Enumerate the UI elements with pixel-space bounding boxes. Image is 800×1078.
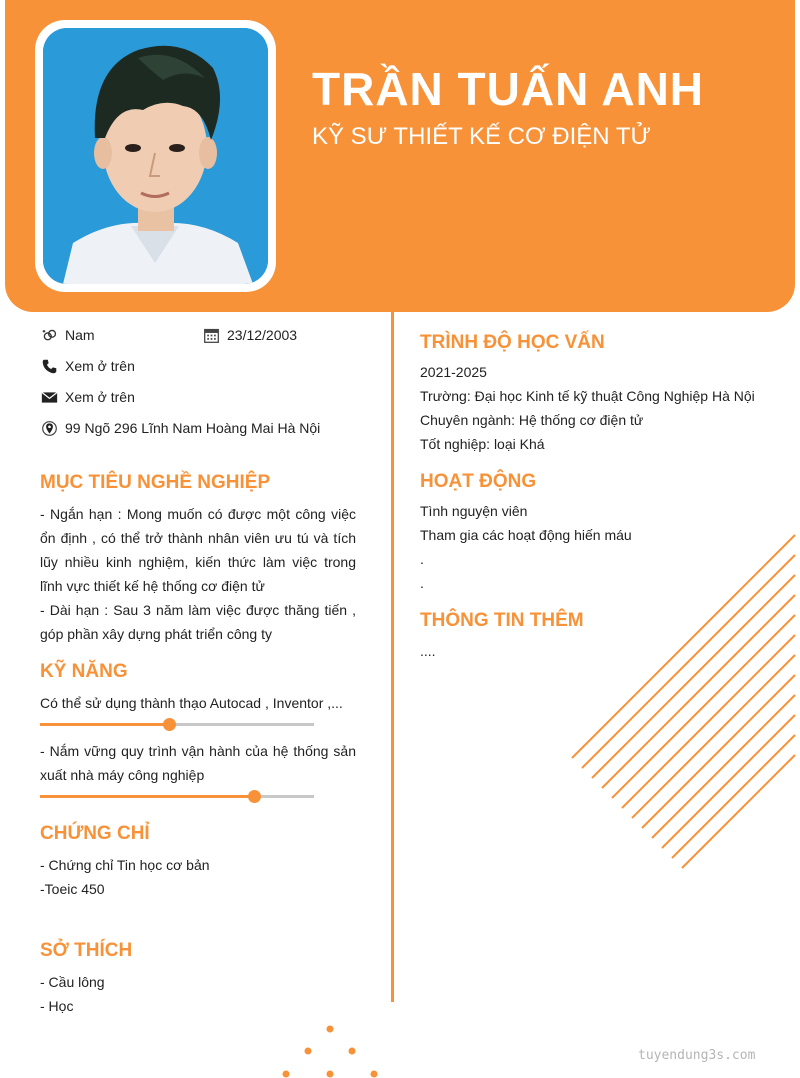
decorative-dots [270, 1020, 390, 1078]
profile-photo-frame [35, 20, 276, 292]
address-value: 99 Ngõ 296 Lĩnh Nam Hoàng Mai Hà Nội [65, 420, 321, 436]
activity-item: . [420, 551, 424, 567]
phone-icon [40, 357, 58, 375]
birthdate-value: 23/12/2003 [227, 327, 298, 343]
extra-info-content: .... [420, 643, 436, 659]
portrait-illustration [43, 28, 268, 284]
address-row [40, 419, 320, 437]
certificate-item: -Toeic 450 [40, 881, 105, 897]
extra-info-heading: THÔNG TIN THÊM [420, 610, 584, 631]
hobby-item: - Học [40, 998, 74, 1014]
skill-item-2-fill [40, 795, 254, 798]
birthdate-row [202, 326, 297, 344]
email-row [40, 388, 135, 406]
skill-item-1-fill [40, 723, 169, 726]
skill-item-2-text [40, 739, 356, 787]
gender-value: Nam [65, 327, 95, 343]
watermark: tuyendung3s.com [638, 1048, 756, 1063]
activity-item: Tình nguyện viên [420, 503, 528, 519]
education-heading: TRÌNH ĐỘ HỌC VẤN [420, 332, 605, 353]
activities-heading: HOẠT ĐỘNG [420, 471, 537, 492]
gender-row [40, 326, 95, 344]
email-value: Xem ở trên [65, 389, 135, 405]
profile-photo [43, 28, 268, 284]
calendar-icon [202, 326, 220, 344]
objective-short-term: - Ngắn hạn : Mong muốn có được một công việc ổn định , có thể trở thành nhân viên ưu tú và tích lũy nhiều kinh nghiệm, kiến thức làm việc trong lĩnh vực thiết kế hệ thống cơ điện tử [40, 506, 356, 594]
objective-long-term: - Dài hạn : Sau 3 năm làm việc được thăng tiến , góp phần xây dựng phát triển công ty [40, 602, 356, 642]
decorative-diagonal-lines [560, 530, 800, 870]
certificate-item: - Chứng chỉ Tin học cơ bản [40, 857, 210, 873]
hobbies-heading: SỞ THÍCH [40, 940, 133, 961]
skill-item-2-label: - Nắm vững quy trình vận hành của hệ thống sản xuất nhà máy công nghiệp [40, 743, 356, 783]
gender-icon [40, 326, 58, 344]
objective-text [40, 502, 356, 646]
skill-item-1-bar [40, 723, 314, 726]
job-title: KỸ SƯ THIẾT KẾ CƠ ĐIỆN TỬ [312, 123, 651, 150]
skills-heading: KỸ NĂNG [40, 661, 128, 682]
activity-item: . [420, 575, 424, 591]
skill-item-2-bar [40, 795, 314, 798]
certificates-heading: CHỨNG CHỈ [40, 823, 150, 844]
skill-item-1-text: Có thể sử dụng thành thạo Autocad , Inventor ,... [40, 695, 343, 711]
column-divider [391, 312, 394, 1002]
email-icon [40, 388, 58, 406]
hobby-item: - Cầu lông [40, 974, 105, 990]
phone-row [40, 357, 135, 375]
candidate-name: TRẦN TUẤN ANH [312, 63, 705, 115]
objective-heading: MỤC TIÊU NGHỀ NGHIỆP [40, 472, 271, 493]
phone-value: Xem ở trên [65, 358, 135, 374]
education-major: Chuyên ngành: Hệ thống cơ điện tử [420, 412, 644, 428]
skill-item-2-knob [248, 790, 261, 803]
education-period: 2021-2025 [420, 364, 487, 380]
education-school: Trường: Đại học Kinh tế kỹ thuật Công Nghiệp Hà Nội [420, 388, 755, 404]
activity-item: Tham gia các hoạt động hiến máu [420, 527, 632, 543]
skill-item-1-knob [163, 718, 176, 731]
location-pin-icon [40, 419, 58, 437]
education-graduation: Tốt nghiệp: loại Khá [420, 436, 545, 452]
